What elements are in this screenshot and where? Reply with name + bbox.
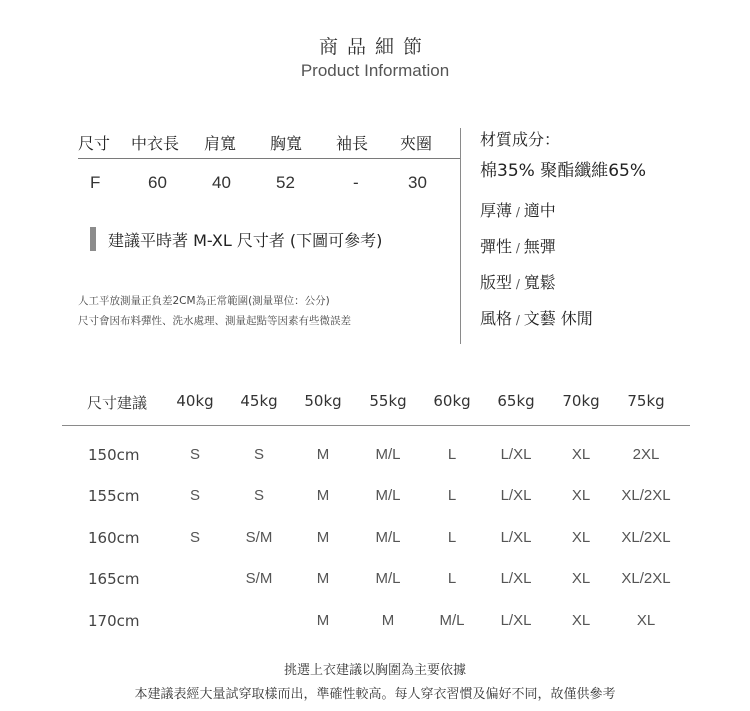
spec-header-cell: 肩寬 [204,134,237,153]
size-cell: S [253,446,265,463]
spec-cell: - [353,173,359,192]
attribute-thickness: 厚薄 / 適中 [480,201,556,220]
size-cell: M [316,612,330,629]
size-cell: L [447,529,457,546]
size-cell: L/XL [500,612,532,629]
size-cell: L/XL [500,529,532,546]
footer-note-secondary: 本建議表經大量試穿取樣而出，準確性較高。每人穿衣習慣及偏好不同，故僅供參考 [134,687,616,702]
size-cell: M/L [375,529,401,546]
attribute-name: 彈性 [480,237,513,256]
spec-cell: 60 [148,173,167,192]
size-cell: M/L [375,446,401,463]
weight-header: 50kg [304,392,342,410]
height-label: 170cm [88,612,140,630]
size-cell: S/M [245,529,273,546]
measurement-note: 人工平放測量正負差2CM為正常範圍(測量單位：公分) [78,295,330,307]
weight-header: 75kg [627,392,665,410]
attribute-value: 適中 [523,201,556,220]
weight-header: 55kg [369,392,407,410]
size-cell: XL/2XL [621,570,671,587]
size-cell: S [189,529,201,546]
size-cell: 2XL [632,446,660,463]
spec-cell: F [90,173,101,192]
size-cell: L [447,487,457,504]
size-cell: M [316,487,330,504]
spec-header-cell: 中衣長 [131,134,180,153]
size-cell: XL [571,487,591,504]
size-cell: L/XL [500,487,532,504]
weight-header: 70kg [562,392,600,410]
size-cell: XL [571,570,591,587]
size-cell: S [253,487,265,504]
spec-cell: 52 [276,173,295,192]
attribute-style: 風格 / 文藝 休閒 [480,309,593,328]
spec-header-cell: 胸寬 [270,134,303,153]
page-subtitle: Product Information [300,61,450,80]
size-cell: XL [636,612,656,629]
attribute-name: 厚薄 [480,201,513,220]
measurement-note: 尺寸會因布料彈性、洗水處理、測量起點等因素有些微誤差 [78,315,351,327]
size-cell: S/M [245,570,273,587]
weight-header: 65kg [497,392,535,410]
size-cell: M [316,570,330,587]
size-cell: M/L [375,487,401,504]
height-label: 155cm [88,487,140,505]
page-title: 商品細節 [318,36,431,58]
material-value: 棉35% 聚酯纖維65% [480,161,646,181]
size-cell: S [189,446,201,463]
height-label: 150cm [88,446,140,464]
attribute-fit: 版型 / 寬鬆 [480,273,556,292]
attribute-value: 寬鬆 [523,273,556,292]
size-cell: XL [571,529,591,546]
weight-header: 45kg [240,392,278,410]
size-cell: M/L [439,612,465,629]
spec-cell: 40 [212,173,231,192]
footer-note-primary: 挑選上衣建議以胸圍為主要依據 [283,663,466,678]
height-label: 165cm [88,570,140,588]
size-cell: XL/2XL [621,529,671,546]
size-cell: XL/2XL [621,487,671,504]
material-label: 材質成分： [480,130,561,149]
size-table-corner: 尺寸建議 [86,394,148,412]
attribute-name: 版型 [480,273,513,292]
weight-header: 40kg [176,392,214,410]
spec-cell: 30 [408,173,427,192]
height-label: 160cm [88,529,140,547]
attribute-name: 風格 [480,309,513,328]
size-cell: M/L [375,570,401,587]
spec-header-cell: 夾圈 [400,134,433,153]
size-cell: M [316,446,330,463]
size-cell: L [447,446,457,463]
size-cell: L/XL [500,570,532,587]
size-cell: XL [571,446,591,463]
size-cell: L [447,570,457,587]
attribute-value: 文藝 休閒 [523,309,593,328]
attribute-elasticity: 彈性 / 無彈 [480,237,556,256]
size-cell: S [189,487,201,504]
attribute-value: 無彈 [523,237,556,256]
size-cell: M [316,529,330,546]
size-cell: XL [571,612,591,629]
size-cell: M [381,612,395,629]
spec-header-cell: 尺寸 [78,134,111,153]
size-cell: L/XL [500,446,532,463]
spec-header-cell: 袖長 [336,134,369,153]
weight-header: 60kg [433,392,471,410]
advice-text: 建議平時著 M-XL 尺寸者 (下圖可參考) [108,231,383,250]
